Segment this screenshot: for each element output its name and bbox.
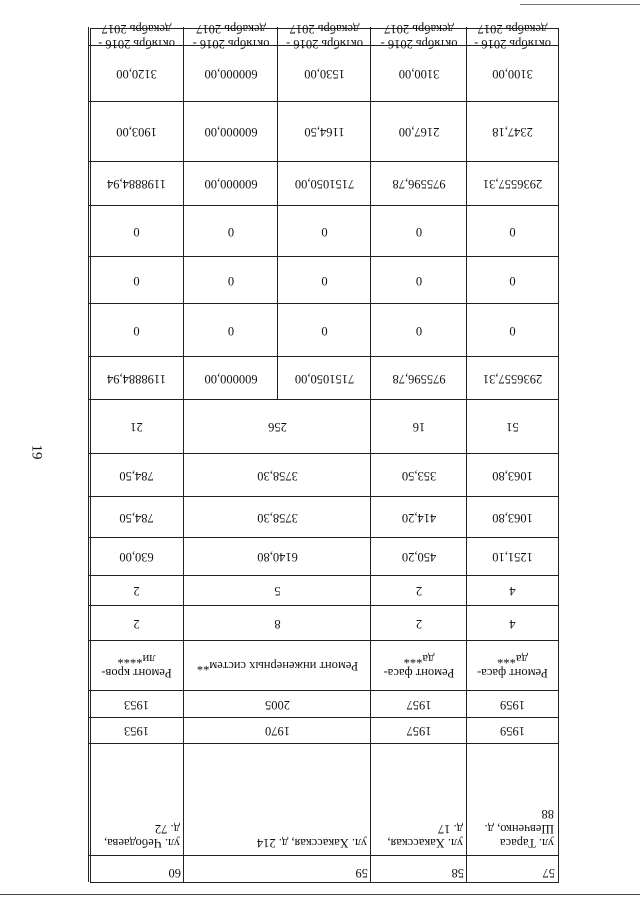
table-cell-fund_c: 0 [133, 224, 140, 239]
table-cell-period: октябрь 2016 - декабрь 2017 [98, 22, 175, 51]
table-cell-unit_cost: 2167,00 [398, 125, 440, 140]
table-cell-num: 58 [451, 866, 464, 880]
table-cell-work_type: Ремонт кров-ли**** [101, 652, 172, 681]
table-cell-fund_b: 0 [133, 273, 140, 288]
table-cell-area_a: 1063,80 [492, 510, 533, 525]
table-cell-year_built: 1970 [265, 724, 290, 739]
table-cell-area_b: 353,50 [401, 468, 437, 483]
table-cell-num: 57 [542, 866, 555, 880]
table-cell-fund_d: 7151050,00 [294, 177, 355, 192]
table-cell-limit_cost: 1530,00 [304, 67, 345, 82]
table-cell-entrances: 4 [509, 584, 516, 599]
table-cell-cost_total: 1198884,94 [107, 371, 166, 386]
table-cell-fund_c: 0 [321, 224, 328, 239]
table-cell-fund_a: 0 [509, 323, 516, 338]
table-cell-period: октябрь 2016 - декабрь 2017 [474, 22, 551, 51]
table-cell-fund_d: 975596,78 [392, 177, 446, 192]
table-cell-fund_c: 0 [415, 224, 423, 239]
table-cell-fund_d: 2936557,31 [482, 177, 543, 192]
page-number: 19 [28, 444, 45, 460]
table-cell-fund_a: 0 [227, 323, 235, 338]
table-cell-area_total: 630,00 [119, 550, 154, 565]
top-rule [520, 4, 640, 5]
table-cell-residents: 21 [130, 420, 143, 435]
table-cell-area_b: 3758,30 [257, 468, 298, 483]
table-cell-fund_a: 0 [321, 323, 328, 338]
table-cell-work_type: Ремонт фаса-да*** [477, 652, 548, 681]
table-cell-floors: 2 [415, 616, 423, 631]
table-cell-residents: 256 [268, 420, 287, 435]
table-cell-entrances: 5 [274, 584, 281, 599]
table-cell-area_total: 450,20 [401, 550, 437, 565]
table-cell-year_built: 1959 [500, 724, 525, 739]
table-cell-fund_b: 0 [415, 273, 423, 288]
table-cell-fund_a: 0 [133, 323, 140, 338]
table-cell-cost_total: 2936557,31 [482, 371, 543, 386]
table-cell-area_a: 3758,30 [257, 510, 298, 525]
table-cell-num: 59 [355, 866, 368, 880]
table-cell-area_a: 784,50 [119, 510, 154, 525]
table-cell-area_b: 1063,80 [492, 468, 533, 483]
table-cell-unit_cost: 1164,50 [304, 125, 345, 140]
table-cell-unit_cost: 2347,18 [492, 125, 533, 140]
table-cell-residents: 16 [412, 420, 426, 435]
table-cell-address: ул. Чебодаева, д. 72 [104, 821, 180, 850]
table-cell-area_total: 6140,80 [257, 550, 298, 565]
table-cell-fund_b: 0 [509, 273, 516, 288]
table-cell-year_overhaul: 1953 [124, 697, 149, 712]
table-cell-address: ул. Тараса Шевченко, д. 88 [484, 807, 554, 850]
table-cell-fund_c: 0 [227, 224, 235, 239]
table-cell-floors: 8 [274, 616, 281, 631]
table-cell-floors: 4 [509, 616, 516, 631]
repair-table [90, 22, 559, 883]
table-cell-unit_cost: 1903,00 [116, 125, 157, 140]
table-cell-residents: 51 [506, 420, 519, 435]
table-cell-fund_d: 1198884,94 [107, 177, 166, 192]
table-cell-cost_total: 975596,78 [392, 371, 446, 386]
table-cell-work_type: Ремонт фаса-да*** [383, 652, 455, 681]
table-cell-year_overhaul: 1957 [406, 697, 432, 712]
table-cell-entrances: 2 [415, 584, 423, 599]
table-cell-limit_cost: 600000,00 [204, 67, 258, 82]
table-cell-year_built: 1953 [124, 724, 149, 739]
table-cell-fund_b: 0 [321, 273, 328, 288]
bottom-rule [0, 894, 640, 895]
table-cell-fund_a: 0 [415, 323, 423, 338]
table-cell-address: ул. Хакасская, д. 17 [387, 821, 463, 850]
table-cell-year_built: 1957 [406, 724, 432, 739]
table-cell-limit_cost: 3100,00 [398, 67, 440, 82]
table-cell-cost_total: 7151050,00 [294, 371, 355, 386]
table-cell-period: октябрь 2016 - декабрь 2017 [380, 22, 458, 51]
table-cell-limit_cost: 3100,00 [492, 67, 533, 82]
table-cell-num: 60 [168, 866, 181, 880]
table-cell-period: октябрь 2016 - декабрь 2017 [286, 22, 363, 51]
table-cell-limit_cost: 3120,00 [116, 67, 157, 82]
table-cell-fund_c: 0 [509, 224, 516, 239]
table-cell-area_total: 1251,10 [492, 550, 533, 565]
table-cell-cost_total: 600000,00 [204, 371, 258, 386]
table-cell-floors: 2 [133, 616, 140, 631]
table-cell-period: октябрь 2016 - декабрь 2017 [192, 22, 270, 51]
table-cell-year_overhaul: 1959 [500, 697, 525, 712]
table-cell-year_overhaul: 2005 [265, 697, 290, 712]
table-cell-area_b: 784,50 [119, 468, 154, 483]
table-cell-unit_cost: 600000,00 [204, 125, 258, 140]
table-cell-fund_b: 0 [227, 273, 235, 288]
table-cell-work_type: Ремонт инженерных систем** [196, 659, 359, 674]
table-cell-fund_d: 600000,00 [204, 177, 258, 192]
table-cell-area_a: 414,20 [401, 510, 437, 525]
table-cell-address: ул. Хакасская, д. 214 [256, 836, 367, 850]
table-cell-entrances: 2 [133, 584, 140, 599]
